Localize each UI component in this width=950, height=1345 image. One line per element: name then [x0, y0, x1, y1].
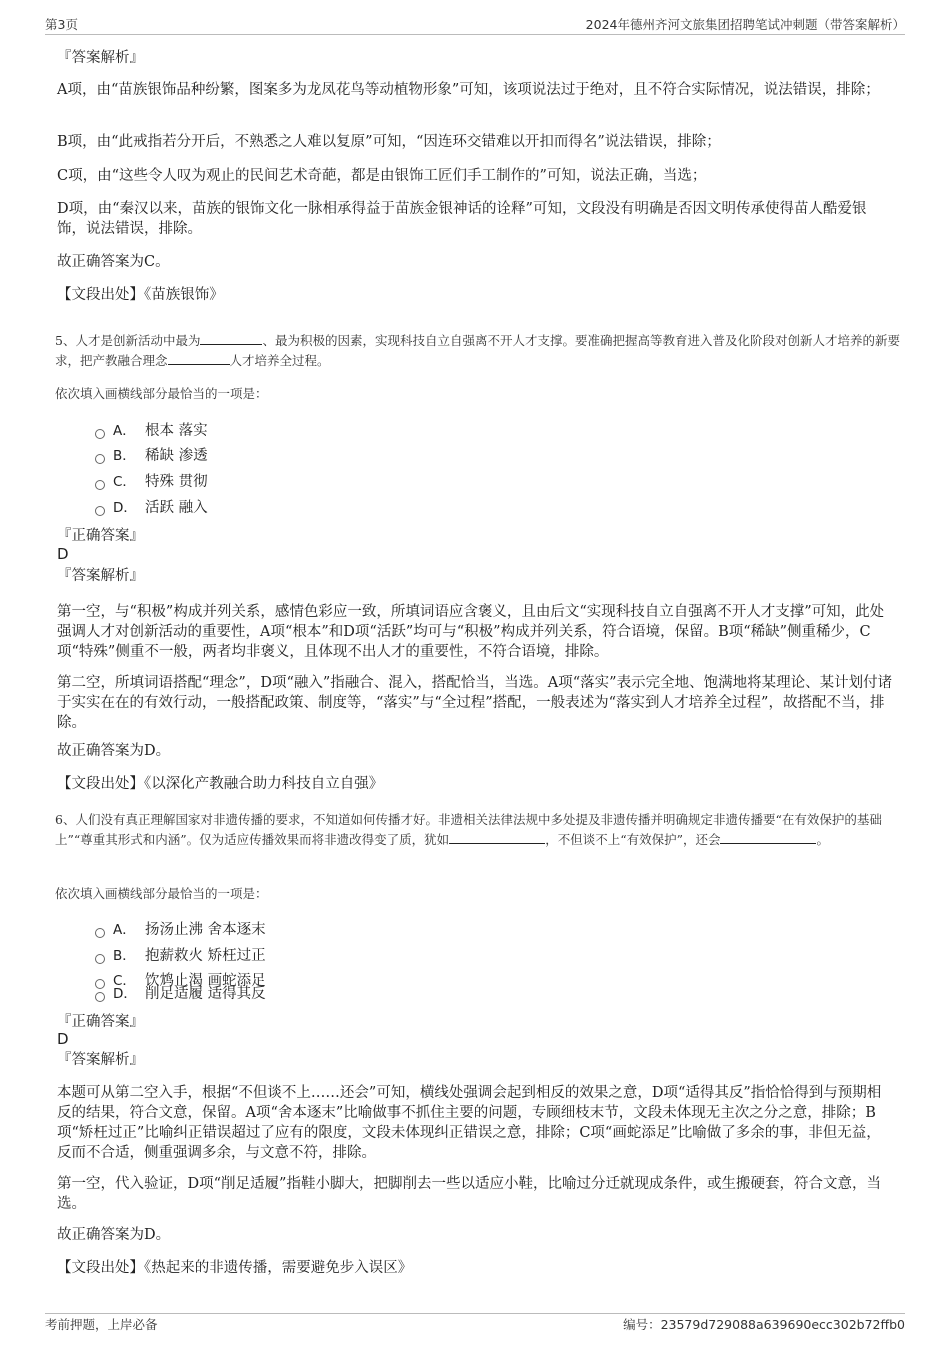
- q6-conclusion: 故正确答案为D。: [57, 1227, 171, 1243]
- q6-option-a[interactable]: A． 扬汤止沸 舍本逐末: [95, 920, 266, 940]
- q5-option-b[interactable]: B． 稀缺 渗透: [95, 446, 208, 466]
- q5-source: 【文段出处】《以深化产教融合助力科技自立自强》: [57, 776, 384, 792]
- q6-prompt: 依次填入画横线部分最恰当的一项是：: [55, 886, 268, 901]
- radio-icon[interactable]: [95, 992, 105, 1002]
- q6-answer-label: 『正确答案』: [57, 1014, 144, 1030]
- page-footer: [45, 1313, 905, 1336]
- radio-icon[interactable]: [95, 928, 105, 938]
- q5-conclusion: 故正确答案为D。: [57, 743, 171, 759]
- footer-slogan: 考前押题，上岸必备: [45, 1317, 158, 1332]
- q5-answer: D: [57, 545, 69, 563]
- document-code: 编号：23579d729088a639690ecc302b72ffb0: [623, 1317, 905, 1332]
- page-header: [45, 14, 905, 35]
- q4-conclusion: 故正确答案为C。: [57, 254, 170, 270]
- q6-analysis-para-1: 本题可从第二空入手，根据“不但谈不上……还会”可知，横线处强调会起到相反的效果之意，D项“适得其反”指恰恰得到与预期相反的结果，符合文意，保留。A项“舍本逐末”比喻做事不抓住主要的问题，专顾细枝末节，文段未体现无主次之分之意，排除；B项“矫枉过正”比喻纠正错误超过了应有的限度，文段未体现纠正错误之意，排除；C项“画蛇添足”比喻做了多余的事，非但无益，反而不合适，侧重强调多余，与文意不符，排除。: [57, 1085, 882, 1161]
- blank-2: [720, 830, 816, 844]
- blank-2: [168, 351, 230, 365]
- radio-icon[interactable]: [95, 506, 105, 516]
- q4-option-b-analysis: B项，由“此戒指若分开后，不熟悉之人难以复原”可知，“因连环交错难以开扣而得名”说法错误，排除；: [57, 134, 721, 150]
- q5-analysis-para-1: 第一空，与“积极”构成并列关系，感情色彩应一致，所填词语应含褒义，且由后文“实现科技自立自强离不开人才支撑”可知，此处强调人才对创新活动的重要性，A项“根本”和D项“活跃”均可与“积极”构成并列关系，符合语境，保留。B项“稀缺”侧重稀少，C项“特殊”侧重不一般，两者均非褒义，且体现不出人才的重要性，不符合语境，排除。: [57, 604, 885, 660]
- q5-prompt: 依次填入画横线部分最恰当的一项是：: [55, 386, 268, 401]
- blank-1: [449, 830, 545, 844]
- q4-option-c-analysis: C项，由“这些令人叹为观止的民间艺术奇葩，都是由银饰工匠们手工制作的”可知，说法正确，当选；: [57, 168, 707, 184]
- q6-analysis-para-2: 第一空，代入验证，D项“削足适履”指鞋小脚大，把脚削去一些以适应小鞋，比喻过分迁就现成条件，或生搬硬套，符合文意，当选。: [57, 1176, 881, 1212]
- q6-option-d[interactable]: D． 削足适履 适得其反: [95, 984, 266, 1004]
- q5-analysis-label: 『答案解析』: [57, 568, 144, 584]
- q6-analysis-label: 『答案解析』: [57, 1052, 144, 1068]
- q6-stem: 6、人们没有真正理解国家对非遗传播的要求，不知道如何传播才好。非遗相关法律法规中多处提及非遗传播并明确规定非遗传播要“在有效保护的基础上”“尊重其形式和内涵”。仅为适应传播效果而将非遗改得变了质，犹如 ，不但谈不上“有效保护”，还会 。: [55, 812, 882, 847]
- q5-analysis-para-2: 第二空，所填词语搭配“理念”，D项“融入”指融合、混入，搭配恰当，当选。A项“落实”表示完全地、饱满地将某理论、某计划付诸于实实在在的有效行动，一般搭配政策、制度等，“落实”与“全过程”搭配，一般表述为“落实到人才培养全过程”，故搭配不当，排除。: [57, 675, 893, 731]
- q4-option-a-analysis: A项，由“苗族银饰品种纷繁，图案多为龙凤花鸟等动植物形象”可知，该项说法过于绝对，且不符合实际情况，说法错误，排除；: [57, 82, 880, 98]
- radio-icon[interactable]: [95, 954, 105, 964]
- q5-answer-label: 『正确答案』: [57, 528, 144, 544]
- q4-analysis-label: 『答案解析』: [57, 50, 144, 66]
- q4-option-d-analysis: D项，由“秦汉以来，苗族的银饰文化一脉相承得益于苗族金银神话的诠释”可知，文段没有明确是否因文明传承使得苗人酷爱银饰，说法错误，排除。: [57, 201, 867, 237]
- q5-option-c[interactable]: C． 特殊 贯彻: [95, 472, 208, 492]
- document-title: 2024年德州齐河文旅集团招聘笔试冲刺题（带答案解析）: [585, 17, 905, 32]
- q6-option-b[interactable]: B． 抱薪救火 矫枉过正: [95, 946, 266, 966]
- q5-stem: 5、人才是创新活动中最为 、最为积极的因素，实现科技自立自强离不开人才支撑。要准确把握高等教育进入普及化阶段对创新人才培养的新要求，把产教融合理念 人才培养全过程。: [55, 333, 900, 368]
- page-number: 第3页: [45, 17, 78, 32]
- radio-icon[interactable]: [95, 480, 105, 490]
- q6-source: 【文段出处】《热起来的非遗传播，需要避免步入误区》: [57, 1260, 413, 1276]
- radio-icon[interactable]: [95, 429, 105, 439]
- q6-answer: D: [57, 1030, 69, 1048]
- q6-option-c[interactable]: C． 饮鸩止渴 画蛇添足: [95, 971, 266, 991]
- radio-icon[interactable]: [95, 454, 105, 464]
- q5-option-a[interactable]: A． 根本 落实: [95, 421, 208, 441]
- blank-1: [200, 331, 262, 345]
- q5-option-d[interactable]: D． 活跃 融入: [95, 498, 208, 518]
- q4-source: 【文段出处】《苗族银饰》: [57, 287, 224, 303]
